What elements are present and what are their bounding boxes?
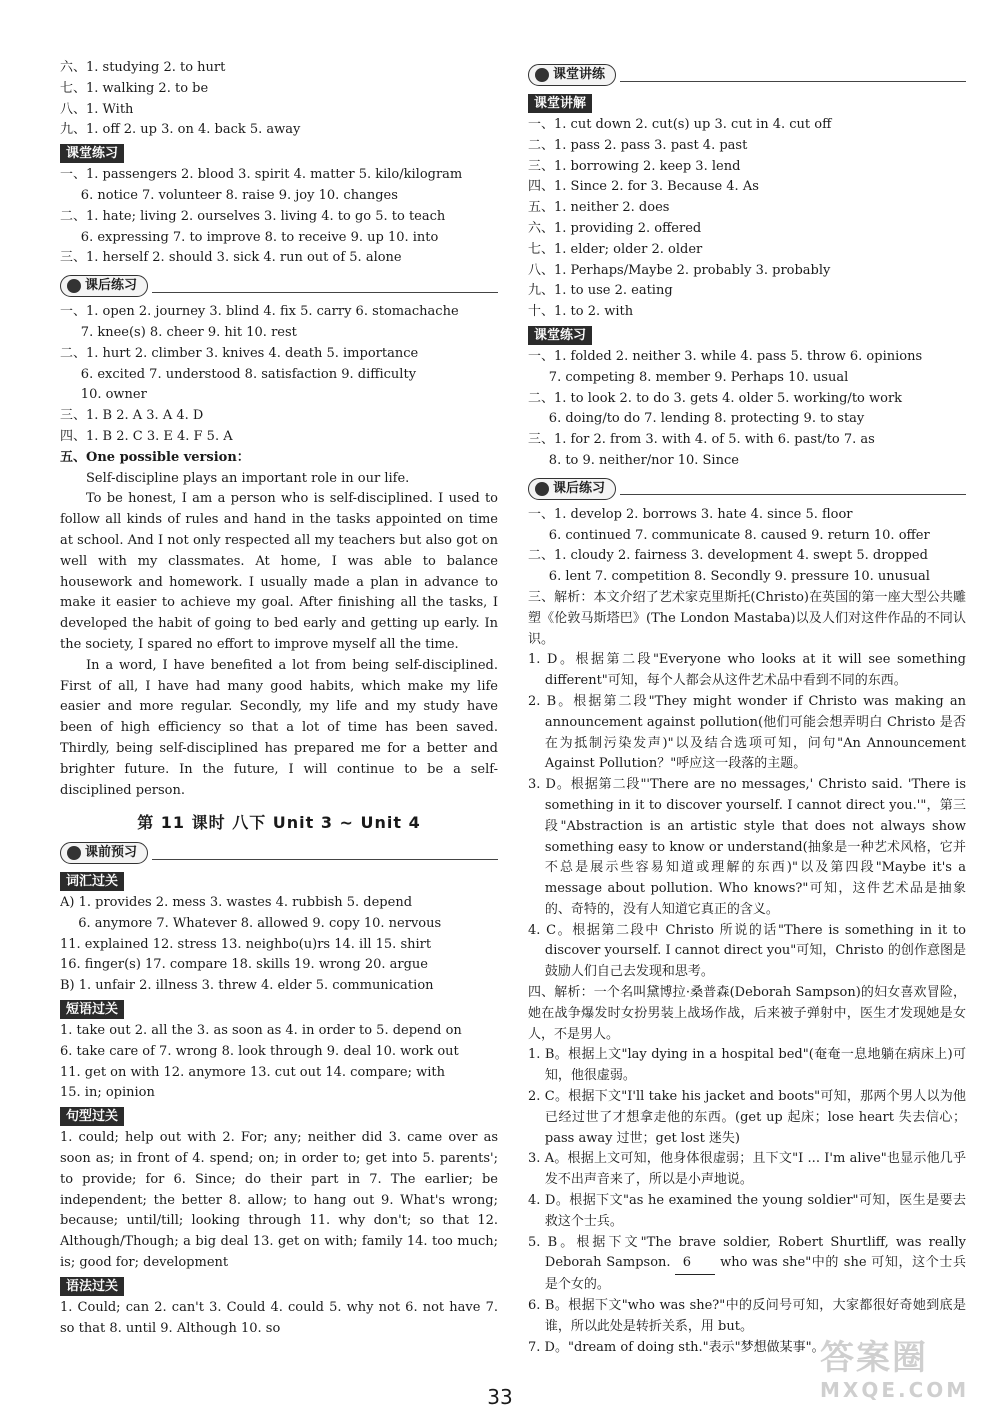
answer-line: 十、1. to 2. with (528, 304, 634, 320)
divider (620, 482, 966, 495)
banner-label: 课前预习 (85, 845, 138, 861)
section-heading-phrase: 短语过关 (60, 1000, 124, 1019)
answer-line: 二、1. cloudy 2. fairness 3. development 4. swept 5. dropped (528, 548, 928, 564)
left-column (60, 58, 498, 1339)
answer-line: 10. owner (80, 387, 147, 403)
divider (152, 847, 498, 860)
banner-label: 课堂讲练 (553, 67, 606, 82)
divider (620, 69, 966, 82)
answer-line: 8. to 9. neither/nor 10. Since (548, 452, 739, 468)
answer-line: 一、1. folded 2. neither 3. while 4. pass 5. throw 6. opinions (528, 348, 923, 364)
section-heading-practice: 课堂练习 (528, 326, 592, 345)
answer-paragraph: 1. could; help out with 2. For; any; neither did 3. came over as soon as; in front of 4. spend; on; in order to; get into 5. parents'; to provide; for 6. Since; do their part in 7. The earlier; be independent; the better 8. allow; to hang out 9. What's wrong; because; until/till; looking through 11. why don't; so that 12. Although/Though; a big deal 13. get on with; family 14. too much; is; good for; development (60, 1130, 498, 1271)
banner-after-class (528, 476, 966, 502)
watermark-url: MXQE.COM (820, 1378, 970, 1402)
banner-icon (67, 279, 81, 293)
banner-icon (535, 68, 549, 82)
answer-line: 15. in; opinion (60, 1085, 155, 1101)
answer-line: 一、1. develop 2. borrows 3. hate 4. since 5. floor (528, 506, 853, 522)
banner-pre-class (60, 840, 498, 866)
analysis-item: 3. A。根据上文可知，他身体很虚弱；且下文"I ... I'm alive"也显示他几乎发不出声音来了，所以是小声地说。 (528, 1151, 966, 1188)
answer-line: 八、1. With (60, 101, 134, 117)
answer-line: 八、1. Perhaps/Maybe 2. probably 3. probably (528, 262, 831, 278)
banner-icon (535, 482, 549, 496)
banner-label: 课后练习 (553, 480, 606, 496)
answer-line: 二、1. hurt 2. climber 3. knives 4. death 5. importance (60, 345, 419, 361)
analysis-text: 5. B。根据下文"The brave soldier, Robert Shurtliff, was really Deborah Sampson. (528, 1234, 966, 1271)
answer-line: 三、1. borrowing 2. keep 3. lend (528, 158, 741, 174)
section-heading-grammar: 语法过关 (60, 1277, 124, 1296)
analysis-paragraph: 四、解析：一个名叫黛博拉·桑普森(Deborah Sampson)的妇女喜欢冒险，她在战争爆发时女扮男装上战场作战，后来被子弹射中，医生才发现她是女人，不是男人。 (528, 985, 966, 1042)
answer-line: 6. expressing 7. to improve 8. to receive 9. up 10. into (80, 229, 439, 245)
analysis-item: 2. B。根据第二段"They might wonder if Christo was making an announcement against pollution(他们可能会想弄明白 Christo 是否在为抵制污染发声)"以及结合选项可知，问句"An Announcement Against Pollution？"呼应这一段落的主题。 (528, 693, 966, 772)
answer-line: 6. take care of 7. wrong 8. look through 9. deal 10. work out (60, 1043, 459, 1059)
answer-line: 七、1. walking 2. to be (60, 80, 209, 96)
answer-line: 二、1. pass 2. pass 3. past 4. past (528, 137, 748, 153)
answer-line: 九、1. off 2. up 3. on 4. back 5. away (60, 122, 301, 138)
watermark-text: 答案圈 (820, 1338, 928, 1378)
essay-paragraph: In a word, I have benefited a lot from being self-disciplined. First of all, I have had many good habits, which make my life easier and more regular. Secondly, my life and my study have been of high efficiency so that a lot of time has been saved. Thirdly, being self-disciplined has prepared me for a better and brighter future. In the future, I will continue to be a self-disciplined person. (60, 657, 498, 798)
answer-line: 六、1. providing 2. offered (528, 220, 702, 236)
answer-line: 二、1. hate; living 2. ourselves 3. living 4. to go 5. to teach (60, 208, 446, 224)
lesson-title: 第 11 课时 八下 Unit 3 ~ Unit 4 (137, 813, 421, 833)
answer-line: B) 1. unfair 2. illness 3. threw 4. elder 5. communication (60, 978, 434, 994)
answer-line: 三、1. for 2. from 3. with 4. of 5. with 6. past/to 7. as (528, 432, 875, 448)
banner-label: 课后练习 (85, 278, 138, 294)
answer-line: 11. explained 12. stress 13. neighbo(u)rs 14. ill 15. shirt (60, 936, 432, 952)
answer-line: 16. finger(s) 17. compare 18. skills 19. wrong 20. argue (60, 957, 428, 973)
analysis-item: 6. B。根据下文"who was she?"中的反问号可知，大家都很好奇她到底是谁，所以此处是转折关系，用 but。 (528, 1298, 966, 1334)
answer-line: 1. take out 2. all the 3. as soon as 4. in order to 5. depend on (60, 1023, 462, 1039)
banner-class-practice (528, 62, 966, 88)
essay-paragraph: Self-discipline plays an important role in our life. (86, 470, 410, 486)
analysis-item: 3. D。根据第二段"'There are no messages,' Christo said. 'There is something in it to discover yourself. I cannot direct you.'"，第三段"Abstraction is an artistic style that does not always show something easy to know or understand(抽象是一种艺术风格，它并不总是展示些容易知道或理解的东西)"以及第四段"Maybe it's a message about pollution. Who knows?"可知，这件艺术品是抽象的、奇特的，没有人知道它真正的含义。 (528, 777, 966, 917)
analysis-item: 7. D。"dream of doing sth."表示"梦想做某事"。 (528, 1339, 825, 1355)
answer-line: A) 1. provides 2. mess 3. wastes 4. rubbish 5. depend (60, 895, 413, 911)
analysis-item: 1. D。根据第二段"Everyone who looks at it will see something different"可知，每个人都会从这件艺术品中看到不同的东西。 (528, 652, 966, 689)
answer-line: 6. doing/to do 7. lending 8. protecting 9. to stay (548, 411, 865, 427)
answer-blank: 6 (675, 1253, 715, 1275)
analysis-paragraph: 三、解析：本文介绍了艺术家克里斯托(Christo)在英国的第一座大型公共雕塑《伦敦马斯塔巴》(The London Mastaba)以及人们对这件作品的不同认识。 (528, 589, 966, 647)
answer-line: 一、1. cut down 2. cut(s) up 3. cut in 4. cut off (528, 117, 832, 132)
analysis-item: 4. C。根据第二段中 Christo 所说的话"There is something in it to discover yourself. I cannot direct you"可知，Christo 的创作意图是鼓励人们自己去发现和思考。 (528, 922, 966, 980)
answer-line: 三、1. B 2. A 3. A 4. D (60, 408, 204, 424)
divider (152, 280, 498, 293)
answer-line: 四、1. Since 2. for 3. Because 4. As (528, 179, 759, 195)
answer-line: 7. competing 8. member 9. Perhaps 10. usual (548, 369, 849, 385)
watermark-logo (820, 1338, 990, 1418)
answer-line: 6. anymore 7. Whatever 8. allowed 9. copy 10. nervous (78, 915, 442, 931)
banner-after-class (60, 273, 498, 299)
answer-line: 九、1. to use 2. eating (528, 283, 673, 299)
right-column (528, 58, 966, 1358)
section-heading-explain: 课堂讲解 (528, 94, 592, 113)
analysis-item: 2. C。根据下文"I'll take his jacket and boots"可知，那两个男人以为他已经过世了才想拿走他的东西。(get up 起床；lose heart 失去信心；pass away 过世；get lost 迷失) (528, 1089, 966, 1146)
section-heading-practice: 课堂练习 (60, 144, 124, 163)
analysis-text: who was she"中的 she 可知，这个士兵是个女的。 (544, 1255, 967, 1293)
essay-label: 五、One possible version： (60, 449, 250, 465)
answer-line: 6. excited 7. understood 8. satisfaction 9. difficulty (80, 366, 417, 382)
answer-line: 11. get on with 12. anymore 13. cut out 14. compare; with (60, 1064, 445, 1080)
section-heading-vocab: 词汇过关 (60, 872, 124, 891)
answer-line: 五、1. neither 2. does (528, 200, 670, 216)
answer-line: 一、1. passengers 2. blood 3. spirit 4. matter 5. kilo/kilogram (60, 167, 463, 183)
answer-paragraph: 1. Could; can 2. can't 3. Could 4. could 5. why not 6. not have 7. so that 8. until 9. Although 10. so (60, 1299, 498, 1336)
answer-line: 6. continued 7. communicate 8. caused 9. return 10. offer (548, 527, 930, 543)
answer-line: 三、1. herself 2. should 3. sick 4. run out of 5. alone (60, 250, 402, 266)
section-heading-sentence: 句型过关 (60, 1107, 124, 1126)
answer-line: 6. notice 7. volunteer 8. raise 9. joy 10. changes (80, 187, 398, 203)
essay-paragraph: To be honest, I am a person who is self-disciplined. I used to follow all kinds of rules and hand in the tasks appointed on time at school. And I not only respected all my teachers but also got on well with my classmates. At home, I was able to balance housework and homework. I usually made a plan in advance to make it easier to achieve my goal. After finishing all the tasks, I developed the habit of going to bed early and getting up early. In the society, I spared no effort to improve myself all the time. (60, 491, 498, 652)
answer-line: 7. knee(s) 8. cheer 9. hit 10. rest (80, 324, 297, 340)
answer-line: 四、1. B 2. C 3. E 4. F 5. A (60, 428, 233, 444)
answer-line: 七、1. elder; older 2. older (528, 241, 703, 257)
analysis-item: 1. B。根据上文"lay dying in a hospital bed"(奄奄一息地躺在病床上)可知，他很虚弱。 (528, 1047, 966, 1084)
answer-line: 一、1. open 2. journey 3. blind 4. fix 5. carry 6. stomachache (60, 304, 459, 320)
answer-line: 二、1. to look 2. to do 3. gets 4. older 5. working/to work (528, 390, 903, 406)
analysis-item: 4. D。根据下文"as he examined the young soldier"可知，医生是要去救这个士兵。 (528, 1193, 966, 1229)
answer-line: 六、1. studying 2. to hurt (60, 60, 226, 75)
analysis-item (528, 1233, 966, 1296)
banner-icon (67, 846, 81, 860)
answer-line: 6. lent 7. competition 8. Secondly 9. pressure 10. unusual (548, 569, 930, 585)
page-number: 33 (487, 1385, 513, 1409)
